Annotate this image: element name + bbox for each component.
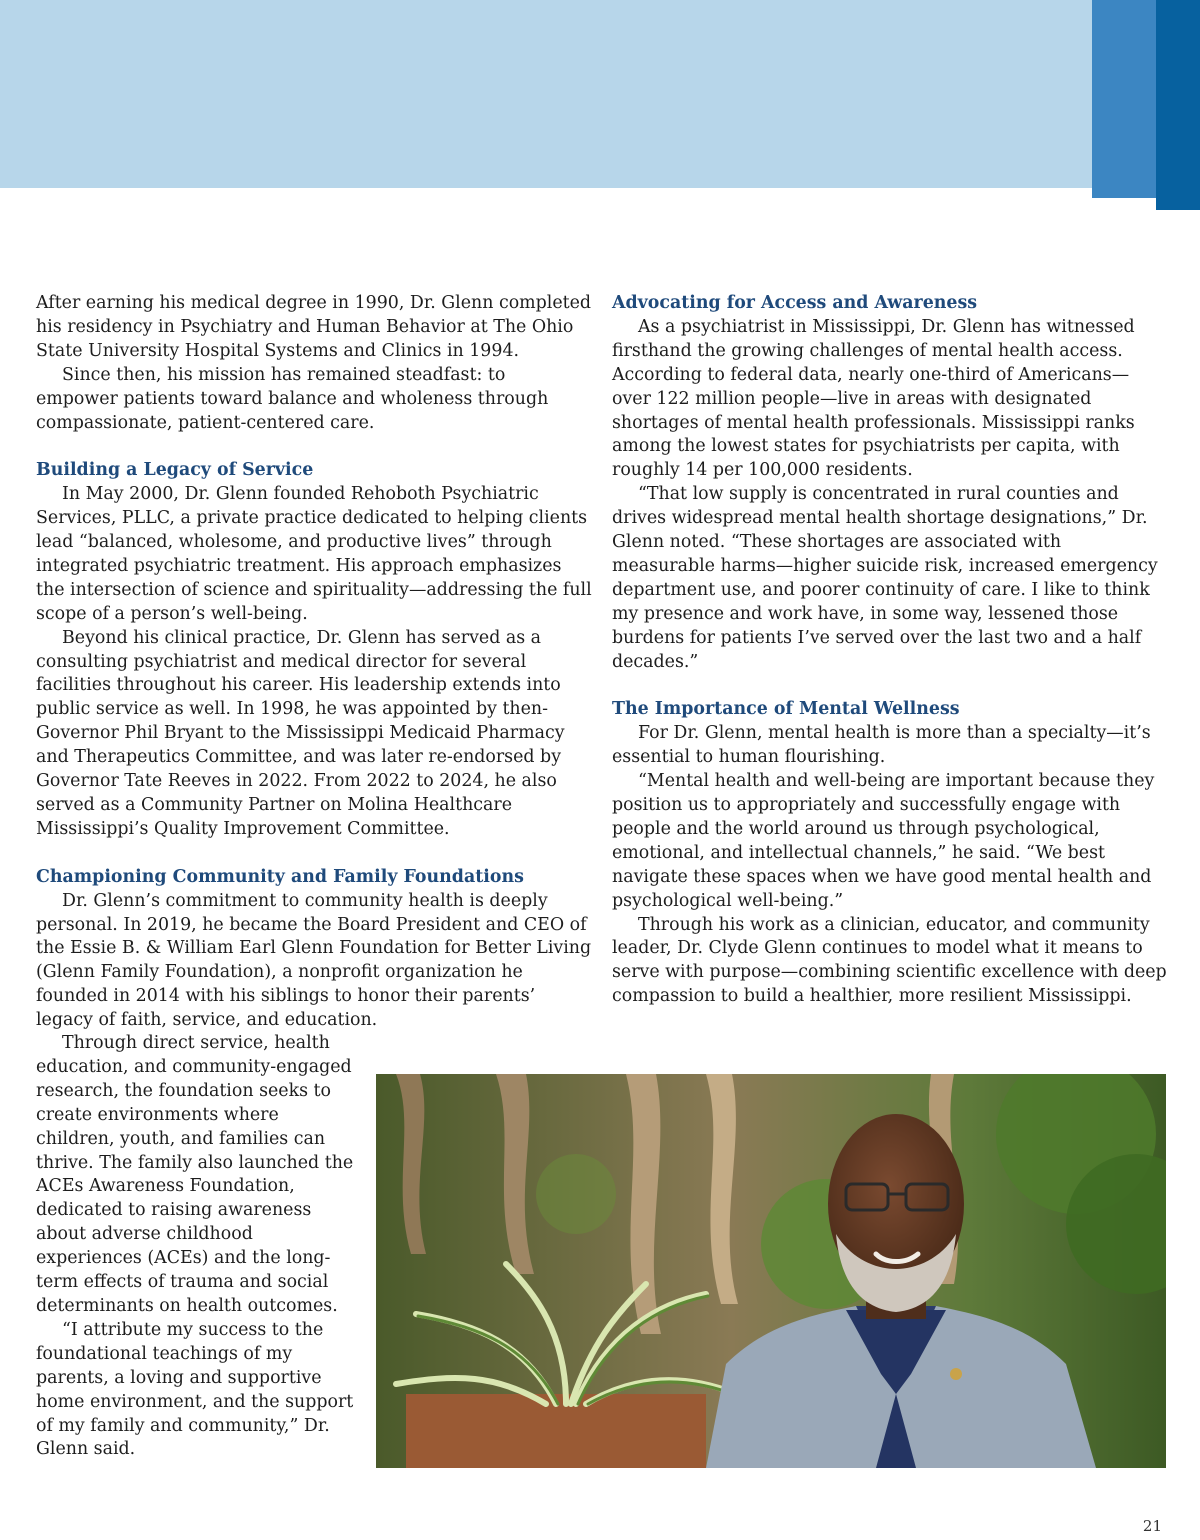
heading-community: Championing Community and Family Foundations	[36, 866, 524, 887]
portrait-photo	[376, 1074, 1166, 1468]
top-banner	[0, 0, 1092, 188]
community-paragraph-2: Through direct service, health education, and community-engaged research, the foundation seeks to create environments where children, youth, and families can thrive. The family also launched the ACEs Awareness Foundation, dedicated to raising awareness about adverse childhood experiences (ACEs) and the long-term effects of trauma and social determinants on health outcomes.	[36, 1033, 354, 1316]
page-number: 21	[1142, 1517, 1162, 1535]
mission-paragraph: Since then, his mission has remained steadfast: to empower patients toward balance and wholeness through compassionate, patient-centered care.	[36, 364, 549, 433]
heading-access: Advocating for Access and Awareness	[612, 293, 978, 313]
access-paragraph-1: As a psychiatrist in Mississippi, Dr. Glenn has witnessed firsthand the growing challenges of mental health access. According to federal data, nearly one-third of Americans—over 122 million people—live in areas with designated shortages of mental health professionals. Mississippi ranks among the lowest states for psychiatrists per capita, with roughly 14 per 100,000 residents.	[612, 316, 1135, 481]
community-paragraph-1: Dr. Glenn’s commitment to community health is deeply personal. In 2019, he became the Board President and CEO of the Essie B. & William Earl Glenn Foundation for Better Living (Glenn Family Foundation), a nonprofit organization he founded in 2014 with his siblings to honor their parents’ legacy of faith, service, and education.	[36, 890, 592, 1031]
heading-wellness: The Importance of Mental Wellness	[612, 699, 960, 720]
access-paragraph-2: “That low supply is concentrated in rural counties and drives widespread mental health shortage designations,” Dr. Glenn noted. “These shortages are associated with measurable harms—higher suicide risk, increased emergency department use, and poorer continuity of care. I like to think my presence and work have, in some way, lessened those burdens for patients I’ve served over the last two and a half decades.”	[612, 484, 1158, 672]
wellness-paragraph-3: Through his work as a clinician, educator, and community leader, Dr. Clyde Glenn continues to model what it means to serve with purpose—combining scientific excellence with deep compassion to build a healthier, more resilient Mississippi.	[612, 914, 1167, 1007]
right-column	[612, 292, 1168, 1009]
banner-accent-mid	[1092, 0, 1156, 198]
wellness-paragraph-2: “Mental health and well-being are important because they position us to appropriately and successfully engage with people and the world around us through psychological, emotional, and intellectual channels,” he said. “We best navigate these spaces when we have good mental health and psychological well-being.”	[612, 771, 1155, 911]
wellness-paragraph-1: For Dr. Glenn, mental health is more than a specialty—it’s essential to human flourishing.	[612, 723, 1151, 768]
legacy-paragraph-2: Beyond his clinical practice, Dr. Glenn has served as a consulting psychiatrist and medical director for several facilities throughout his career. His leadership extends into public service as well. In 1998, he was appointed by then-Governor Phil Bryant to the Mississippi Medicaid Pharmacy and Therapeutics Committee, and was later re-endorsed by Governor Tate Reeves in 2022. From 2022 to 2024, he also served as a Community Partner on Molina Healthcare Mississippi’s Quality Improvement Committee.	[36, 627, 565, 839]
legacy-paragraph-1: In May 2000, Dr. Glenn founded Rehoboth Psychiatric Services, PLLC, a private practice dedicated to helping clients lead “balanced, wholesome, and productive lives” through integrated psychiatric treatment. His approach emphasizes the intersection of science and spirituality—addressing the full scope of a person’s well-being.	[36, 484, 592, 624]
left-column	[36, 292, 592, 1033]
heading-legacy: Building a Legacy of Service	[36, 460, 314, 481]
banner-accent-dark	[1156, 0, 1200, 210]
narrow-column	[36, 1032, 358, 1462]
intro-paragraph: After earning his medical degree in 1990, Dr. Glenn completed his residency in Psychiatry and Human Behavior at The Ohio State University Hospital Systems and Clinics in 1994.	[36, 293, 592, 361]
community-quote: “I attribute my success to the foundational teachings of my parents, a loving and supportive home environment, and the support of my family and community,” Dr. Glenn said.	[36, 1319, 354, 1460]
